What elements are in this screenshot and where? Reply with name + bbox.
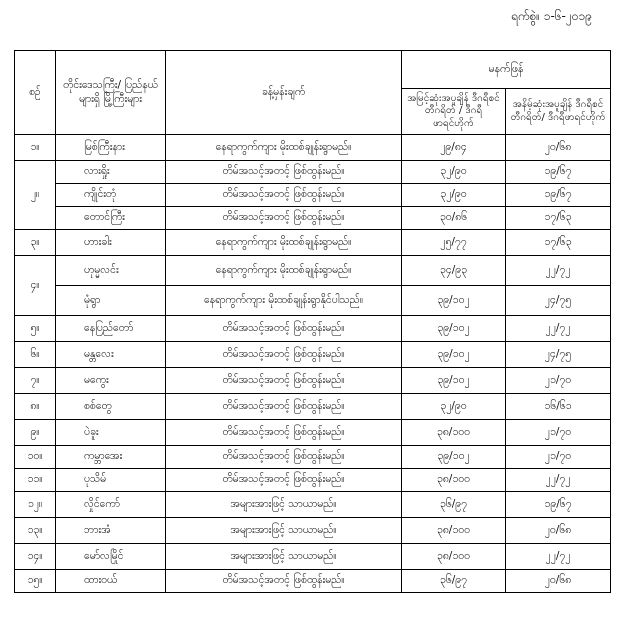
row-number: ၁၀။ [15,446,56,469]
max-temp: ၃၈/၁၀၀ [402,469,506,492]
table-row [15,207,611,230]
forecast-text: တိမ်အသင့်အတင့် ဖြစ်ထွန်းမည်။ [166,161,402,184]
forecast-text: တိမ်အသင့်အတင့် ဖြစ်ထွန်းမည်။ [166,469,402,492]
min-temp: ၂၄/၇၅ [506,286,611,316]
city-name: မကွေး [56,368,166,394]
forecast-text: နေရာကွက်ကျား မိုးထစ်ချုန်းရွာနိုင်ပါသည်။ [166,286,402,316]
max-temp: ၃၉/၁၀၂ [402,368,506,394]
min-temp: ၁၉/၆၇ [506,161,611,184]
city-name: တောင်ကြီး [56,207,166,230]
table-row [15,230,611,256]
forecast-text: တိမ်အသင့်အတင့် ဖြစ်ထွန်းမည်။ [166,570,402,593]
table-row [15,256,611,286]
max-temp: ၂၅/၇၇ [402,230,506,256]
table-row [15,469,611,492]
row-number: ၁၄။ [15,544,56,570]
city-name: မြစ်ကြီးနား [56,135,166,161]
row-number: ၁။ [15,135,56,161]
row-number: ၉။ [15,420,56,446]
city-name: ကျိုင်းတုံ [56,184,166,207]
header-min-temp: အနိမ့်ဆုံးအပူချိန် ဒီဂရီစင်တီဂရိတ်/ ဒီဂရီဖာရင်ဟိုက် [506,89,611,135]
city-name: ပုသိမ် [56,469,166,492]
forecast-text: အများအားဖြင့် သာယာမည်။ [166,544,402,570]
min-temp: ၂၁/၇၀ [506,446,611,469]
min-temp: ၂၁/၇၀ [506,368,611,394]
row-number: ၁၂။ [15,492,56,518]
min-temp: ၂၄/၇၅ [506,342,611,368]
row-number: ၃။ [15,230,56,256]
max-temp: ၃၉/၁၀၂ [402,286,506,316]
forecast-text: နေရာကွက်ကျား မိုးထစ်ချုန်းရွာမည်။ [166,256,402,286]
min-temp: ၁၇/၆၃ [506,207,611,230]
max-temp: ၃၉/၁၀၂ [402,446,506,469]
max-temp: ၃၆/၉၇ [402,570,506,593]
min-temp: ၂၀/၆၈ [506,570,611,593]
table-row [15,518,611,544]
weather-table [14,50,611,593]
min-temp: ၁၆/၆၁ [506,394,611,420]
max-temp: ၃၀/၈၆ [402,207,506,230]
min-temp: ၁၉/၆၇ [506,492,611,518]
table-row [15,368,611,394]
forecast-text: တိမ်အသင့်အတင့် ဖြစ်ထွန်းမည်။ [166,446,402,469]
table-row [15,446,611,469]
min-temp: ၂၁/၇၀ [506,420,611,446]
max-temp: ၃၆/၉၇ [402,492,506,518]
forecast-text: တိမ်အသင့်အတင့် ဖြစ်ထွန်းမည်။ [166,420,402,446]
table-row [15,342,611,368]
city-name: ဘားအံ [56,518,166,544]
city-name: ဟားခါး [56,230,166,256]
min-temp: ၂၂/၇၂ [506,256,611,286]
city-name: မုံရွာ [56,286,166,316]
max-temp: ၂၉/၈၄ [402,135,506,161]
forecast-text: အများအားဖြင့် သာယာမည်။ [166,518,402,544]
city-name: စစ်တွေ [56,394,166,420]
max-temp: ၃၉/၁၀၂ [402,342,506,368]
city-name: ဟုမ္မလင်း [56,256,166,286]
max-temp: ၃၂/၉၀ [402,184,506,207]
forecast-text: တိမ်အသင့်အတင့် ဖြစ်ထွန်းမည်။ [166,207,402,230]
table-row [15,135,611,161]
max-temp: ၃၈/၁၀၀ [402,518,506,544]
forecast-text: နေရာကွက်ကျား မိုးထစ်ချုန်းရွာမည်။ [166,230,402,256]
table-row [15,161,611,184]
max-temp: ၃၈/၁၀၀ [402,420,506,446]
forecast-text: တိမ်အသင့်အတင့် ဖြစ်ထွန်းမည်။ [166,368,402,394]
city-name: ထားဝယ် [56,570,166,593]
max-temp: ၃၄/၉၃ [402,256,506,286]
header-temperature: မနက်ဖြန် [402,51,611,89]
city-name: ပဲခူး [56,420,166,446]
row-number: ၇။ [15,368,56,394]
table-row [15,184,611,207]
row-number: ၈။ [15,394,56,420]
forecast-text: တိမ်အသင့်အတင့် ဖြစ်ထွန်းမည်။ [166,316,402,342]
forecast-text: တိမ်အသင့်အတင့် ဖြစ်ထွန်းမည်။ [166,184,402,207]
table-row [15,394,611,420]
header-no: စဉ် [15,51,56,135]
city-name: နေပြည်တော် [56,316,166,342]
forecast-text: တိမ်အသင့်အတင့် ဖြစ်ထွန်းမည်။ [166,342,402,368]
min-temp: ၁၉/၆၇ [506,184,611,207]
table-row [15,286,611,316]
row-number: ၅။ [15,316,56,342]
max-temp: ၃၈/၁၀၀ [402,544,506,570]
header-region: တိုင်းဒေသကြီး/ ပြည်နယ်များရှိ မြို့ကြီးများ [56,51,166,135]
max-temp: ၃၉/၁၀၂ [402,316,506,342]
min-temp: ၂၂/၇၂ [506,316,611,342]
table-row [15,544,611,570]
forecast-text: တိမ်အသင့်အတင့် ဖြစ်ထွန်းမည်။ [166,394,402,420]
city-name: လှိုင်ကော် [56,492,166,518]
row-number: ၁၃။ [15,518,56,544]
table-row [15,570,611,593]
table-row [15,316,611,342]
forecast-text: နေရာကွက်ကျား မိုးထစ်ချုန်းရွာမည်။ [166,135,402,161]
city-name: လားရှိုး [56,161,166,184]
max-temp: ၃၂/၉၀ [402,394,506,420]
max-temp: ၃၂/၉၀ [402,161,506,184]
city-name: ကမ္ဘာအေး [56,446,166,469]
forecast-text: အများအားဖြင့် သာယာမည်။ [166,492,402,518]
min-temp: ၂၂/၇၂ [506,544,611,570]
row-number: ၁၅။ [15,570,56,593]
min-temp: ၁၇/၆၃ [506,230,611,256]
table-row [15,492,611,518]
city-name: မော်လမြိုင် [56,544,166,570]
row-number: ၆။ [15,342,56,368]
table-row [15,420,611,446]
row-number: ၁၁။ [15,469,56,492]
header-max-temp: အမြင့်ဆုံးအပူချိန် ဒီဂရီစင်တီဂရိတ် / ဒီဂရီဖာရင်ဟိုက် [402,89,506,135]
min-temp: ၂၀/၆၈ [506,518,611,544]
row-number: ၂။ [15,161,56,230]
min-temp: ၂၂/၇၂ [506,469,611,492]
city-name: မန္တလေး [56,342,166,368]
min-temp: ၂၀/၆၈ [506,135,611,161]
header-forecast: ခန့်မှန်းချက် [166,51,402,135]
row-number: ၄။ [15,256,56,316]
report-date: ရက်စွဲ။ ၁-၆-၂၀၁၉ [510,9,592,23]
